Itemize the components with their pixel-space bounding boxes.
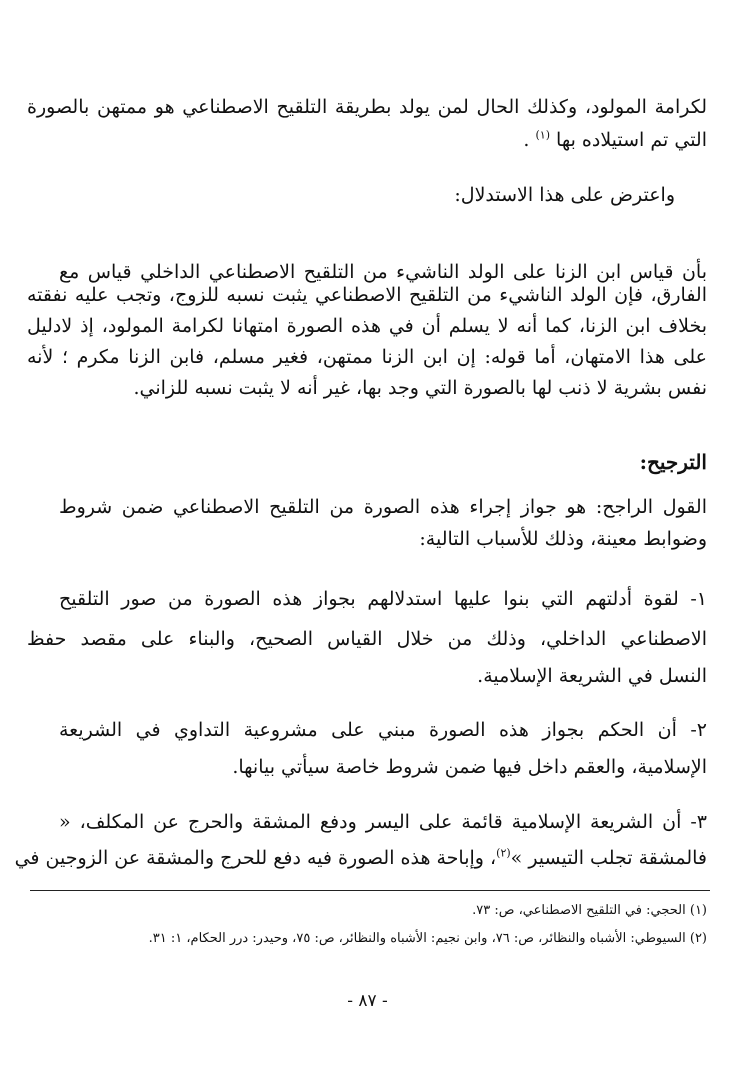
paragraph-1-line-1: لكرامة المولود، وكذلك الحال لمن يولد بطريقة التلقيح الاصطناعي هو ممتهن بالصورة (27, 96, 707, 118)
paragraph-6-line-1: ٢- أن الحكم بجواز هذه الصورة مبني على مشروعية التداوي في الشريعة (59, 719, 707, 741)
paragraph-3-line-4: على هذا الامتهان، أما قوله: إن ابن الزنا ممتهن، فغير مسلم، فابن الزنا مكرم ؛ لأنه (27, 346, 707, 368)
paragraph-1-line-2-text: التي تم استيلاده بها (556, 129, 707, 151)
paragraph-7-line-1: ٣- أن الشريعة الإسلامية قائمة على اليسر ودفع المشقة والحرج عن المكلف، « (59, 811, 707, 833)
paragraph-6-line-2: الإسلامية، والعقم داخل فيها ضمن شروط خاصة سيأتي بيانها. (232, 756, 707, 778)
paragraph-1-line-2 (27, 128, 707, 152)
paragraph-3-line-3: بخلاف ابن الزنا، كما أنه لا يسلم أن في هذه الصورة امتهانا لكرامة المولود، إذ لادليل (27, 315, 707, 337)
paragraph-3-line-2: الفارق، فإن الولد الناشيء من التلقيح الاصطناعي يثبت نسبه للزوج، وتجب عليه نفقته (27, 284, 707, 306)
paragraph-4-line-2: وضوابط معينة، وذلك للأسباب التالية: (419, 528, 707, 550)
footnote-ref-1: (١) (535, 128, 550, 142)
section-heading: الترجيح: (639, 450, 707, 474)
paragraph-4-line-1: القول الراجح: هو جواز إجراء هذه الصورة من التلقيح الاصطناعي ضمن شروط (59, 496, 707, 518)
footnote-2: (٢) السيوطي: الأشباه والنظائر، ص: ٧٦، وابن نجيم: الأشباه والنظائر، ص: ٧٥، وحيدر: درر الحكام، ١: ٣١. (148, 931, 707, 946)
footnote-ref-2: (٢) (496, 846, 511, 860)
paragraph-5-line-2: الاصطناعي الداخلي، وذلك من خلال القياس الصحيح، والبناء على مقصد حفظ (27, 628, 707, 650)
page-number: - ٨٧ - (347, 991, 388, 1011)
footnote-separator (30, 890, 710, 891)
paragraph-7-line-2 (14, 846, 707, 870)
objection-line: واعترض على هذا الاستدلال: (454, 184, 675, 206)
paragraph-1-end: . (523, 129, 530, 151)
paragraph-3-line-5: نفس بشرية لا ذنب لها بالصورة التي وجد بها، غير أنه لا يثبت نسبه للزاني. (133, 377, 707, 399)
paragraph-7-line-2-rest: ، وإباحة هذه الصورة فيه دفع للحرج والمشقة عن الزوجين في (14, 847, 497, 869)
paragraph-5-line-3: النسل في الشريعة الإسلامية. (477, 665, 707, 687)
footnote-1: (١) الحجي: في التلقيح الاصطناعي، ص: ٧٣. (472, 903, 707, 918)
paragraph-7-quote: فالمشقة تجلب التيسير » (510, 847, 707, 869)
paragraph-5-line-1: ١- لقوة أدلتهم التي بنوا عليها استدلالهم بجواز هذه الصورة من صور التلقيح (59, 588, 707, 610)
paragraph-3-line-1: بأن قياس ابن الزنا على الولد الناشيء من التلقيح الاصطناعي الداخلي قياس مع (59, 261, 707, 283)
